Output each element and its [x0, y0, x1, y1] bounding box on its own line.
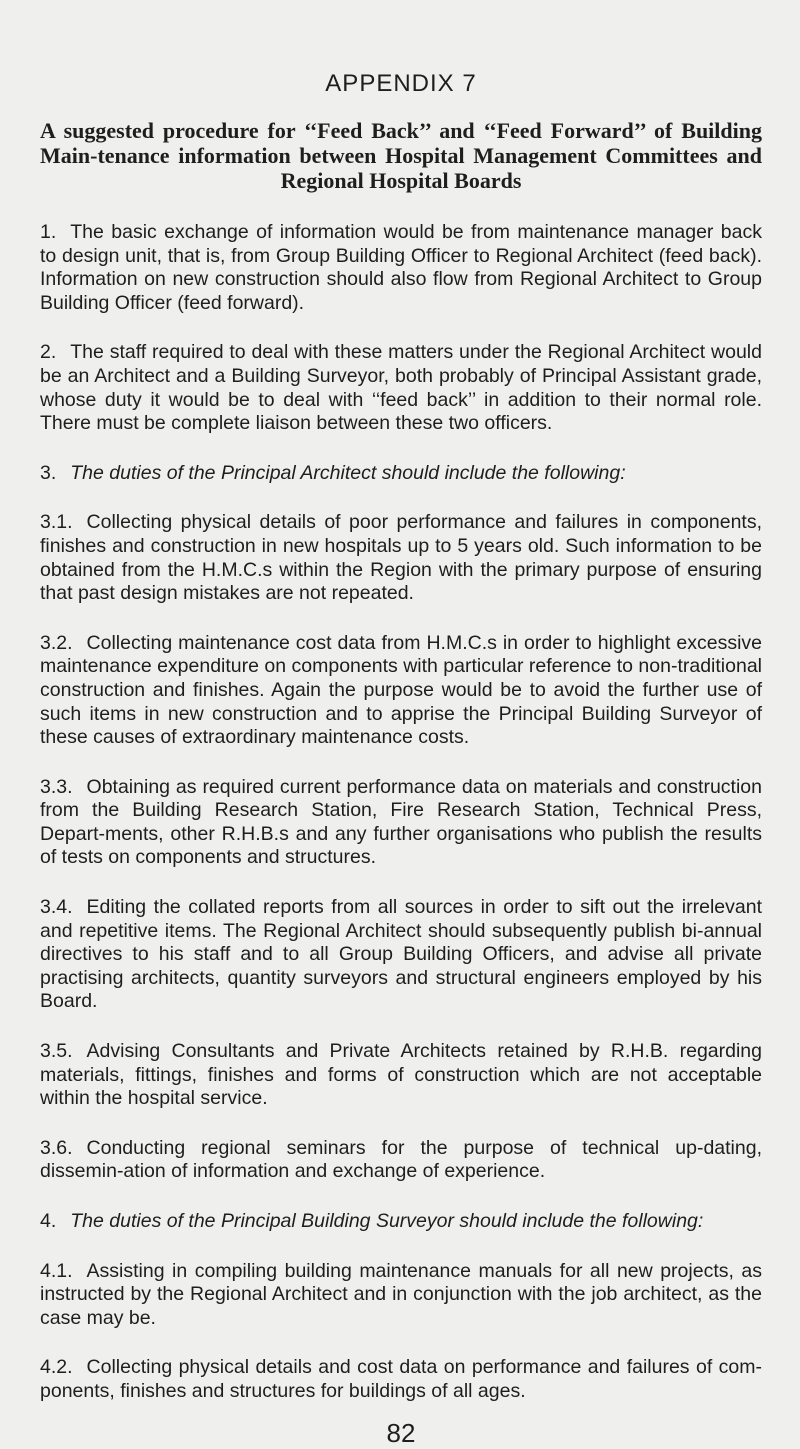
- paragraph-number: 4.: [40, 1210, 57, 1232]
- paragraph-text: The duties of the Principal Architect should include the following:: [70, 461, 626, 484]
- paragraph-number: 3.2.: [40, 631, 73, 654]
- paragraph-text: The staff required to deal with these matters under the Regional Architect would be an Architect and a Building Surveyor, both probably of Principal Assistant grade, whose duty it would be to deal with ‘‘feed back’’ in addition to their normal role. There must be complete liaison between these two officers.: [40, 341, 762, 435]
- paragraph-number: 4.2.: [40, 1356, 73, 1379]
- paragraph-number: 3.1.: [40, 511, 73, 534]
- paragraph-text: Advising Consultants and Private Architects retained by R.H.B. regarding materials, fittings, finishes and forms of construction which are not acceptable within the hospital service.: [40, 1040, 762, 1110]
- paragraph-text: Collecting physical details and cost data on performance and failures of com-ponents, finishes and structures for buildings of all ages.: [40, 1356, 762, 1402]
- paragraph-3-heading: [40, 462, 762, 486]
- page-number: 82: [386, 1417, 416, 1448]
- paragraph-text: Collecting maintenance cost data from H.M.C.s in order to highlight excessive maintenance expenditure on components with particular reference to non-traditional construction and finishes. Again the purpose would be to avoid the further use of such items in new construction and to apprise the Principal Building Surveyor of these causes of extraordinary maintenance costs.: [40, 631, 762, 749]
- paragraph-3-3: [40, 776, 762, 870]
- paragraph-2: [40, 341, 762, 435]
- paragraph-3-5: [40, 1040, 762, 1111]
- paragraph-1: [40, 221, 762, 315]
- paragraph-4-2: [40, 1356, 762, 1403]
- paragraph-text: Obtaining as required current performance data on materials and construction from the Building Research Station, Fire Research Station, Technical Press, Depart-ments, other R.H.B.s and any further organisations who publish the results of tests on components and structures.: [40, 775, 762, 869]
- document-title: A suggested procedure for ‘‘Feed Back’’ and ‘‘Feed Forward’’ of Building Main-tenance information between Hospital Management Committees and Regional Hospital Boards: [40, 118, 762, 193]
- paragraph-text: The basic exchange of information would be from maintenance manager back to design unit, that is, from Group Building Officer to Regional Architect (feed back). Information on new construction should also flow from Regional Architect to Group Building Officer (feed forward).: [40, 221, 762, 314]
- paragraph-number: 3.5.: [40, 1040, 73, 1063]
- paragraph-number: 3.4.: [40, 896, 73, 919]
- paragraph-3-6: [40, 1137, 762, 1184]
- paragraph-3-4: [40, 896, 762, 1014]
- paragraph-number: 3.: [40, 461, 57, 484]
- paragraph-number: 3.6.: [40, 1136, 73, 1159]
- paragraph-number: 4.1.: [40, 1259, 73, 1282]
- paragraph-text: Conducting regional seminars for the purpose of technical up-dating, dissemin-ation of information and exchange of experience.: [40, 1136, 762, 1183]
- paragraph-number: 2.: [40, 341, 57, 364]
- appendix-heading: APPENDIX 7: [325, 70, 477, 97]
- paragraph-4-1: [40, 1260, 762, 1331]
- paragraph-4-heading: [40, 1210, 762, 1234]
- paragraph-number: 1.: [40, 221, 57, 243]
- paragraph-3-1: [40, 511, 762, 605]
- paragraph-text: The duties of the Principal Building Surveyor should include the following:: [70, 1210, 704, 1232]
- paragraph-text: Collecting physical details of poor performance and failures in components, finishes and construction in new hospitals up to 5 years old. Such information to be obtained from the H.M.C.s within the Region with the primary purpose of ensuring that past design mistakes are not repeated.: [40, 511, 762, 605]
- paragraph-number: 3.3.: [40, 775, 73, 798]
- paragraph-text: Editing the collated reports from all sources in order to sift out the irrelevant and repetitive items. The Regional Architect should subsequently publish bi-annual directives to his staff and to all Group Building Officers, and advise all private practising architects, quantity surveyors and structural engineers employed by his Board.: [40, 896, 762, 1013]
- paragraph-3-2: [40, 632, 762, 750]
- paragraph-text: Assisting in compiling building maintenance manuals for all new projects, as instructed by the Regional Architect and in conjunction with the job architect, as the case may be.: [40, 1259, 762, 1329]
